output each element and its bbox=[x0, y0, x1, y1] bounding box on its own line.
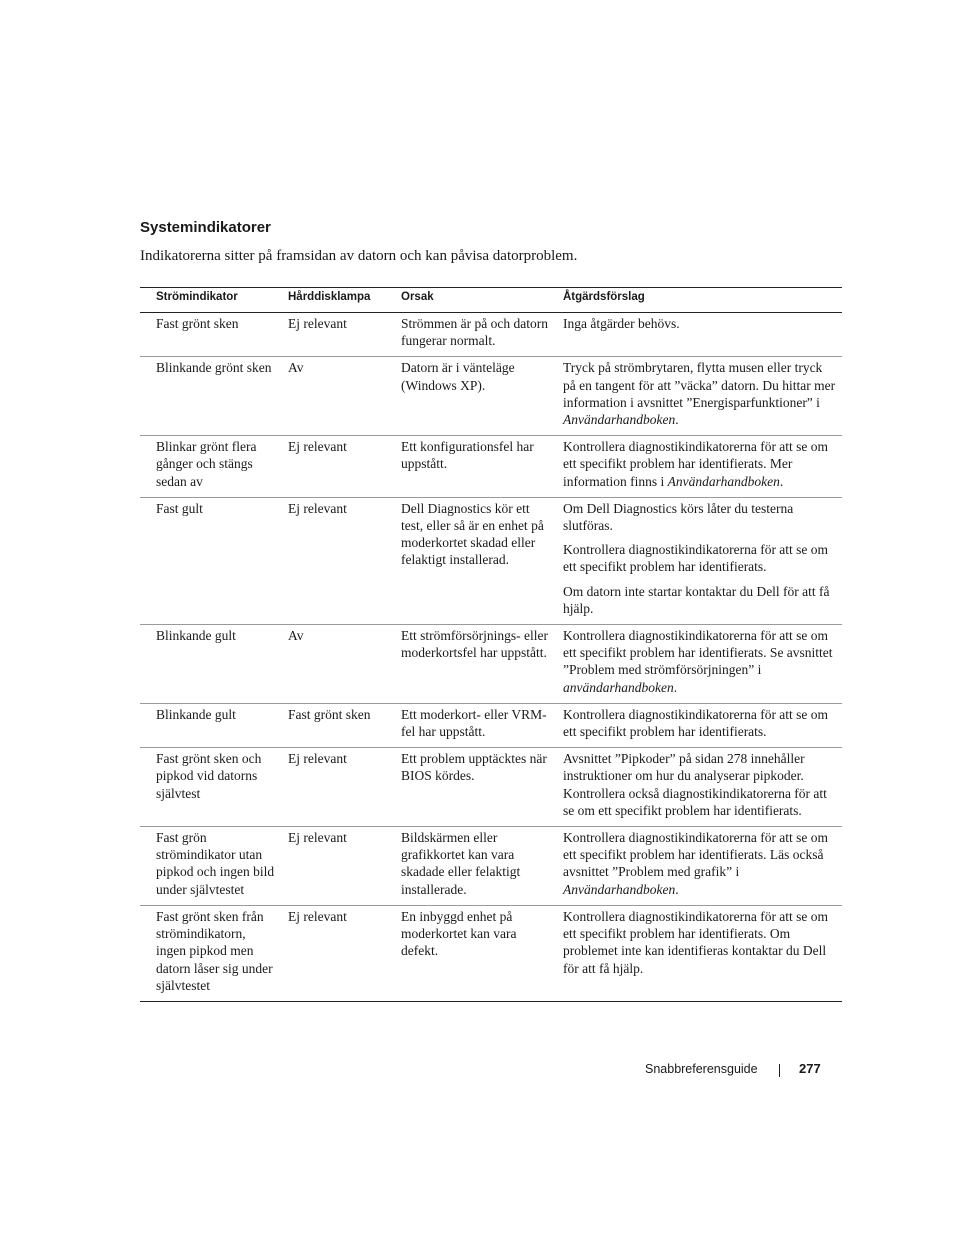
action-paragraph bbox=[563, 583, 838, 617]
cell-cause: Ett strömförsörjnings- eller moderkortsfel har uppstått. bbox=[395, 625, 557, 704]
indicator-table bbox=[140, 287, 842, 1002]
action-text: Kontrollera diagnostikindikatorerna för att se om ett specifikt problem har identifierats. bbox=[563, 542, 829, 575]
footer-divider bbox=[779, 1064, 780, 1077]
action-text: . bbox=[675, 412, 679, 428]
cell-disk-light: Ej relevant bbox=[282, 497, 395, 624]
cell-power-indicator: Blinkande gult bbox=[140, 625, 282, 704]
cell-power-indicator: Fast gult bbox=[140, 497, 282, 624]
action-text: . bbox=[779, 473, 784, 489]
intro-paragraph: Indikatorerna sitter på framsidan av datorn och kan påvisa datorproblem. bbox=[140, 248, 578, 264]
action-paragraph bbox=[563, 908, 838, 977]
action-text: Om datorn inte startar kontaktar du Dell för att få hjälp. bbox=[563, 583, 830, 616]
cell-power-indicator: Fast grön strömindikator utan pipkod och ingen bild under självtestet bbox=[140, 827, 282, 906]
table-row bbox=[140, 313, 842, 357]
cell-power-indicator: Blinkande gult bbox=[140, 703, 282, 747]
action-paragraph bbox=[563, 438, 838, 490]
action-text: Kontrollera diagnostikindikatorerna för att se om ett specifikt problem har identifierats. Läs också avsnittet ”Problem med grafik” i bbox=[563, 830, 829, 880]
table-row bbox=[140, 748, 842, 827]
section-heading: Systemindikatorer bbox=[140, 219, 271, 236]
cell-power-indicator: Fast grönt sken bbox=[140, 313, 282, 357]
action-text: . bbox=[673, 679, 678, 695]
action-paragraph bbox=[563, 829, 838, 898]
cell-actions bbox=[557, 748, 842, 827]
table-row bbox=[140, 357, 842, 436]
cell-cause: Datorn är i vänteläge (Windows XP). bbox=[395, 357, 557, 436]
column-header-disk-light: Hårddisklampa bbox=[282, 288, 395, 313]
action-paragraph bbox=[563, 541, 838, 575]
cell-disk-light: Ej relevant bbox=[282, 827, 395, 906]
cell-cause: Bildskärmen eller grafikkortet kan vara skadade eller felaktigt installerade. bbox=[395, 827, 557, 906]
cell-disk-light: Ej relevant bbox=[282, 436, 395, 498]
cell-cause: Ett moderkort- eller VRM-fel har uppstått. bbox=[395, 703, 557, 747]
column-header-cause: Orsak bbox=[395, 288, 557, 313]
cell-actions bbox=[557, 827, 842, 906]
page-number: 277 bbox=[799, 1061, 821, 1076]
cell-actions bbox=[557, 313, 842, 357]
footer-guide-title: Snabbreferensguide bbox=[645, 1062, 758, 1076]
cell-cause: Dell Diagnostics kör ett test, eller så är en enhet på moderkortet skadad eller felaktigt installerad. bbox=[395, 497, 557, 624]
cell-cause: Ett konfigurationsfel har uppstått. bbox=[395, 436, 557, 498]
action-text: Inga åtgärder behövs. bbox=[563, 316, 680, 331]
action-text: Kontrollera diagnostikindikatorerna för att se om ett specifikt problem har identifierats. bbox=[563, 706, 829, 740]
cell-cause: En inbyggd enhet på moderkortet kan vara defekt. bbox=[395, 905, 557, 1001]
action-paragraph bbox=[563, 500, 838, 534]
cell-actions bbox=[557, 357, 842, 436]
cell-disk-light: Ej relevant bbox=[282, 313, 395, 357]
table-row bbox=[140, 827, 842, 906]
cell-disk-light: Av bbox=[282, 625, 395, 704]
action-text: . bbox=[675, 881, 679, 897]
manual-title: användarhandboken bbox=[563, 679, 674, 695]
action-text: Avsnittet ”Pipkoder” på sidan 278 innehåller instruktioner om hur du analyserar pipkoder. Kontrollera också diagnostikindikatorerna för att se om ett specifikt problem har identifierats. bbox=[563, 751, 827, 818]
action-text: Kontrollera diagnostikindikatorerna för att se om ett specifikt problem har identifierats. Om problemet inte kan identifieras kontaktar du Dell för att få hjälp. bbox=[563, 908, 829, 976]
cell-cause: Strömmen är på och datorn fungerar normalt. bbox=[395, 313, 557, 357]
action-paragraph bbox=[563, 315, 838, 332]
action-paragraph bbox=[563, 706, 838, 740]
cell-actions bbox=[557, 497, 842, 624]
column-header-power-indicator: Strömindikator bbox=[140, 288, 282, 313]
table-row bbox=[140, 905, 842, 1001]
table-row bbox=[140, 625, 842, 704]
action-text: Kontrollera diagnostikindikatorerna för att se om ett specifikt problem har identifierats. Mer information finns i bbox=[563, 439, 829, 489]
cell-power-indicator: Fast grönt sken och pipkod vid datorns självtest bbox=[140, 748, 282, 827]
action-text: Om Dell Diagnostics körs låter du testerna slutföras. bbox=[563, 500, 794, 534]
action-text: Tryck på strömbrytaren, flytta musen eller tryck på en tangent för att ”väcka” datorn. Du hittar mer information i avsnittet ”Energisparfunktioner” i bbox=[563, 360, 836, 410]
table-row bbox=[140, 703, 842, 747]
table-header-row bbox=[140, 288, 842, 313]
manual-title: Användarhandboken bbox=[667, 473, 780, 489]
cell-actions bbox=[557, 436, 842, 498]
cell-disk-light: Ej relevant bbox=[282, 905, 395, 1001]
cell-actions bbox=[557, 905, 842, 1001]
cell-disk-light: Ej relevant bbox=[282, 748, 395, 827]
manual-title: Användarhandboken bbox=[563, 412, 676, 428]
action-paragraph bbox=[563, 359, 838, 428]
cell-disk-light: Fast grönt sken bbox=[282, 703, 395, 747]
action-paragraph bbox=[563, 627, 838, 696]
cell-actions bbox=[557, 703, 842, 747]
action-text: Kontrollera diagnostikindikatorerna för att se om ett specifikt problem har identifierats. Se avsnittet ”Problem med strömförsörjningen” i bbox=[563, 628, 833, 678]
column-header-actions: Åtgärdsförslag bbox=[557, 288, 842, 313]
table-row bbox=[140, 497, 842, 624]
cell-power-indicator: Blinkar grönt flera gånger och stängs sedan av bbox=[140, 436, 282, 498]
cell-cause: Ett problem upptäcktes när BIOS kördes. bbox=[395, 748, 557, 827]
action-paragraph bbox=[563, 750, 838, 819]
cell-power-indicator: Fast grönt sken från strömindikatorn, ingen pipkod men datorn låser sig under självtestet bbox=[140, 905, 282, 1001]
cell-power-indicator: Blinkande grönt sken bbox=[140, 357, 282, 436]
table-row bbox=[140, 436, 842, 498]
cell-disk-light: Av bbox=[282, 357, 395, 436]
cell-actions bbox=[557, 625, 842, 704]
manual-title: Användarhandboken bbox=[563, 881, 676, 897]
